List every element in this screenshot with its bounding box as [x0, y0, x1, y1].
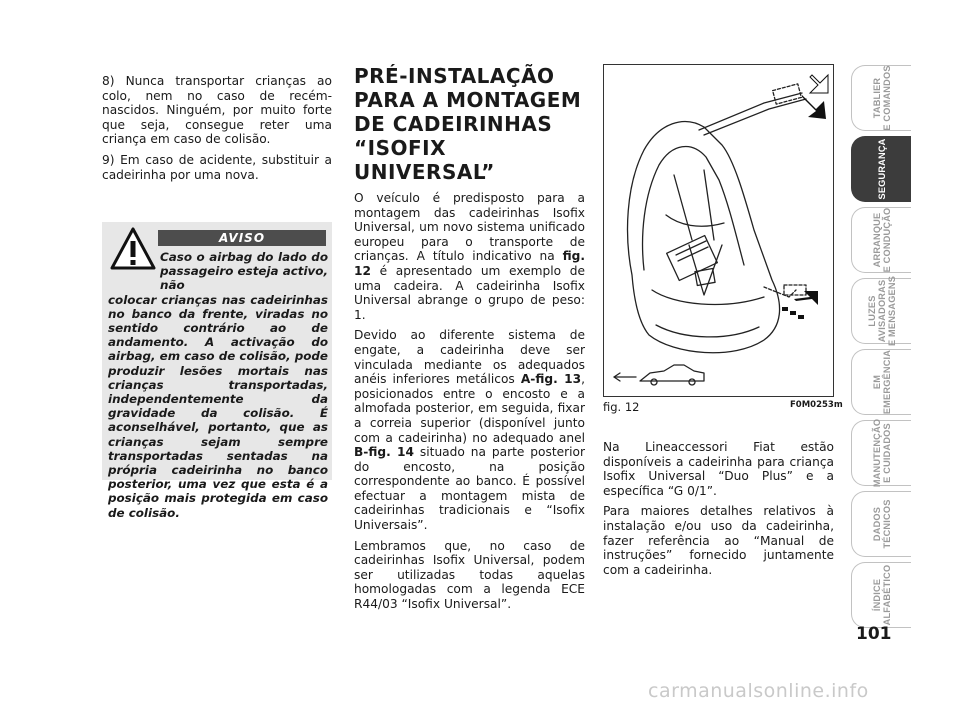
note-9: 9) Em caso de acidente, substituir a cadeirinha por uma nova. — [102, 152, 332, 182]
tab-luzes-avisadoras[interactable]: LUZES AVISADORAS E MENSAGENS — [851, 278, 911, 344]
tab-em-emergencia[interactable]: EM EMERGÊNCIA — [851, 349, 911, 415]
note-8: 8) Nunca transportar crianças ao colo, nem no caso de recém-nascidos. Ninguém, por muito forte que seja, consegue reter uma criança em caso de colisão. — [102, 74, 332, 147]
fig-reference: fig. 12 — [354, 249, 585, 278]
tab-indice-alfabetico[interactable]: ÍNDICE ALFABÉTICO — [851, 562, 911, 628]
tab-manutencao-cuidados[interactable]: MANUTENÇÃO E CUIDADOS — [851, 420, 911, 486]
tab-arranque-conducao[interactable]: ARRANQUE E CONDUÇÃO — [851, 207, 911, 273]
paragraph-homologation: Lembramos que, no caso de cadeirinhas Isofix Universal, podem ser utilizadas todas aquelas homologadas com a legenda ECE R44/03 “Isofix Universal”. — [354, 538, 585, 612]
section-title — [354, 64, 585, 184]
middle-column — [354, 64, 585, 618]
paragraph-isofix-intro: O veículo é predisposto para a montagem das cadeirinhas Isofix Universal, um novo sistema unificado europeu para o transporte de crianças. A título indicativo na fig. 12 é apresentado um exemplo de uma cadeira. A cadeirinha Isofix Universal abrange o grupo de peso: 1. — [354, 191, 585, 322]
tab-dados-tecnicos[interactable]: DADOS TÉCNICOS — [851, 491, 911, 557]
fig-reference: B-fig. 14 — [354, 445, 414, 460]
warning-text — [108, 250, 328, 520]
title-line-4: “ISOFIX UNIVERSAL” — [354, 136, 495, 184]
paragraph-isofix-mounting: Devido ao diferente sistema de engate, a cadeirinha deve ser vinculada mediante os adequados anéis inferiores metálicos A-fig. 13, posicionados entre o encosto e a almofada posterior, em seguida, fixar a correia superior (disponível junto com a cadeirinha) no adequado anel B-fig. 14 situado na parte posterior do encosto, na posição correspondente ao banco. É possível efectuar a montagem mista de cadeirinhas tradicionais e “Isofix Universais”. — [354, 328, 585, 533]
paragraph-lineaccessori: Na Lineaccessori Fiat estão disponíveis a cadeirinha para criança Isofix Universal “Duo Plus” e a específica “G 0/1”. — [603, 440, 834, 498]
warning-text-rest: colocar crianças nas cadeirinhas no banco da frente, viradas no sentido contrário ao de andamento. A activação do airbag, em caso de colisão, pode produzir lesões mortais nas crianças transportadas, independentemente da gravidade da colisão. É aconselhável, portanto, que as crianças sejam sempre transportadas sentadas na própria cadeirinha no banco posterior, uma vez que esta é a posição mais protegida em caso de colisão. — [108, 292, 328, 520]
tab-tablier-comandos[interactable]: TABLIER E COMANDOS — [851, 65, 911, 131]
title-line-1: PRÉ-INSTALAÇÃO — [354, 64, 555, 88]
warning-text-first: Caso o airbag do lado do passageiro esteja activo, não — [160, 250, 328, 293]
paragraph-details: Para maiores detalhes relativos à instalação e/ou uso da cadeirinha, fazer referência ao “Manual de instruções” fornecido juntamente com a cadeirinha. — [603, 504, 834, 577]
figure-code: F0M0253m — [790, 400, 843, 410]
left-column — [102, 74, 332, 188]
chapter-tabs — [851, 65, 911, 633]
warning-box — [102, 222, 332, 520]
right-column — [603, 440, 834, 583]
child-seat-illustration — [603, 64, 834, 397]
page-number: 101 — [856, 624, 892, 644]
title-line-3: DE CADEIRINHAS — [354, 112, 553, 136]
watermark: carmanualsonline.info — [648, 680, 869, 702]
warning-label: AVISO — [158, 230, 326, 246]
title-line-2: PARA A MONTAGEM — [354, 88, 582, 112]
child-seat-drawing — [604, 65, 833, 396]
fig-reference: A-fig. 13 — [520, 372, 582, 387]
tab-seguranca[interactable]: SEGURANÇA — [851, 136, 911, 202]
figure-caption: fig. 12 — [603, 400, 640, 414]
